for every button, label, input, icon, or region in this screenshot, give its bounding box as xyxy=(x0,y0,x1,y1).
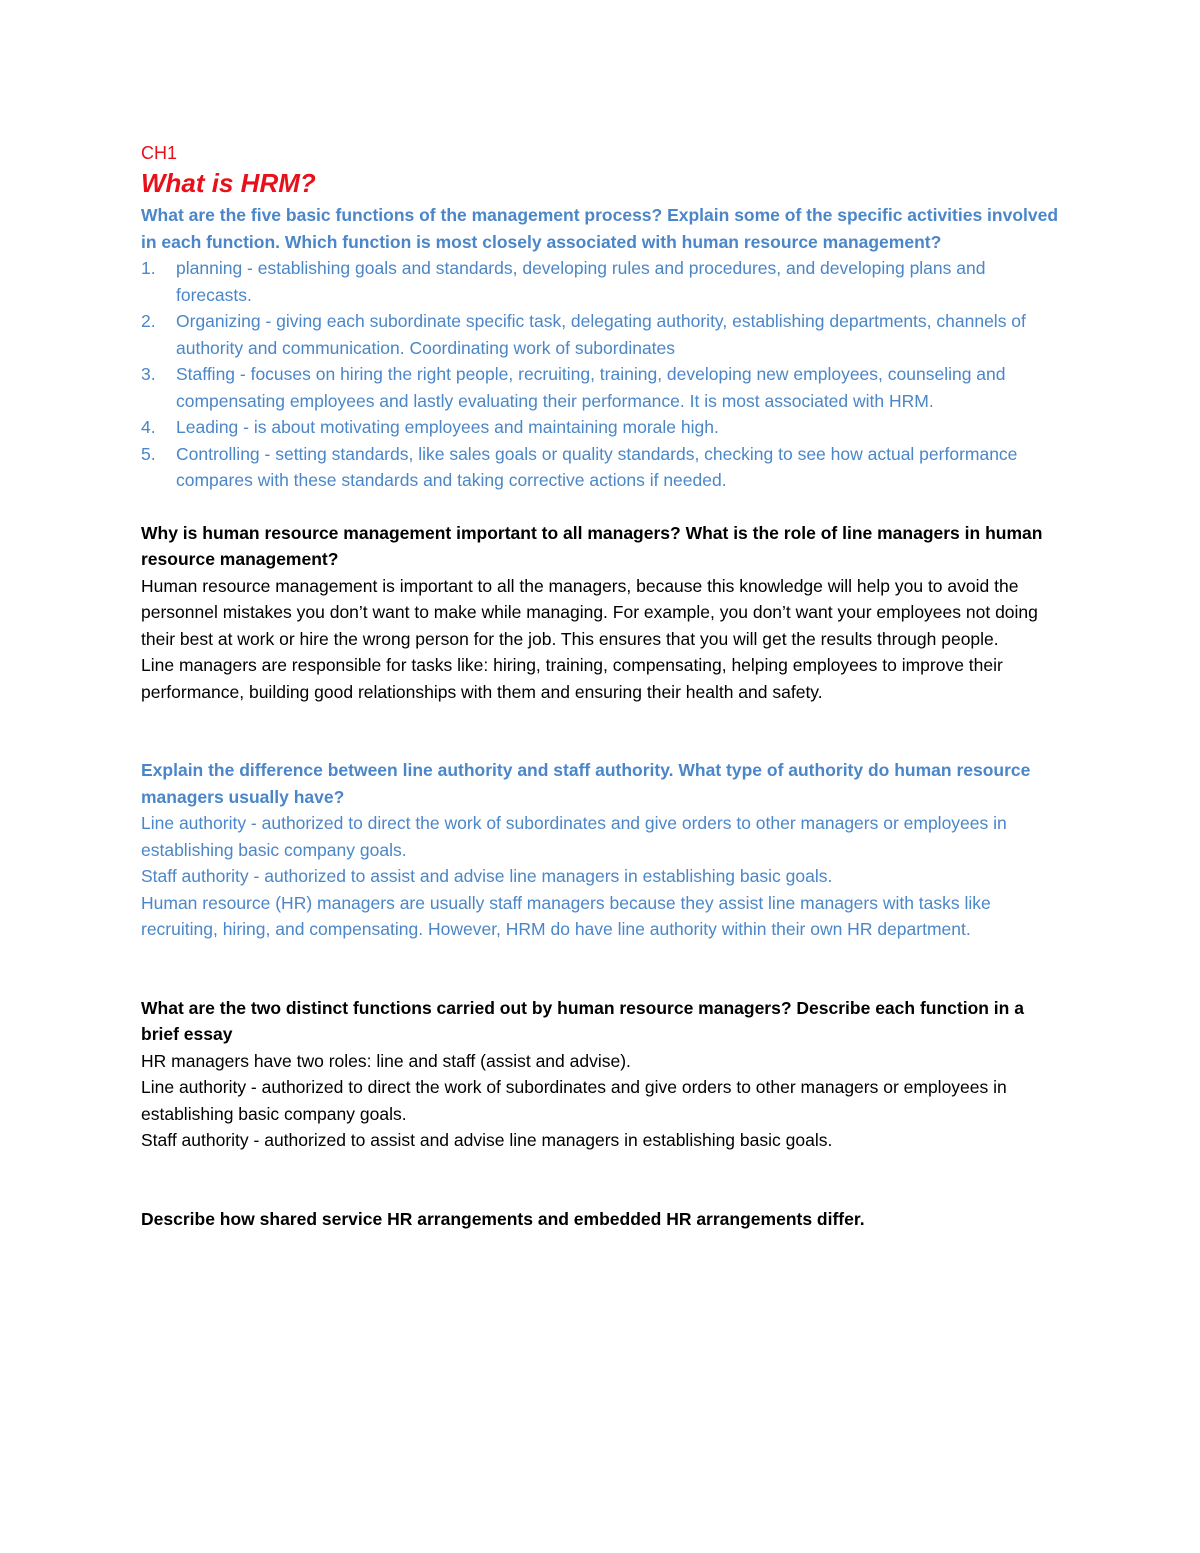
answer-4-paragraph-1: HR managers have two roles: line and staff (assist and advise). xyxy=(141,1050,631,1071)
question-2: Why is human resource management important to all managers? What is the role of line managers in human resource management? xyxy=(141,522,1043,569)
page-title: What is HRM? xyxy=(141,168,316,198)
document-page xyxy=(141,140,1061,1232)
list-item: 5. Controlling - setting standards, like sales goals or quality standards, checking to see how actual performance compares with these standards and taking corrective actions if needed. xyxy=(141,443,1018,490)
answer-2-paragraph-2: Line managers are responsible for tasks like: hiring, training, compensating, helping employees to improve their performance, building good relationships with them and ensuring their health and safety. xyxy=(141,655,1003,702)
question-4: What are the two distinct functions carried out by human resource managers? Describe each function in a brief essay xyxy=(141,997,1024,1044)
answer-3-paragraph-1: Line authority - authorized to direct the work of subordinates and give orders to other managers or employees in establishing basic company goals. xyxy=(141,813,1007,860)
list-item: 2. Organizing - giving each subordinate specific task, delegating authority, establishing departments, channels of authority and communication. Coordinating work of subordinates xyxy=(141,311,1026,358)
list-item: 3. Staffing - focuses on hiring the right people, recruiting, training, developing new employees, counseling and compensating employees and lastly evaluating their performance. It is most associated with HRM. xyxy=(141,364,1006,411)
question-3: Explain the difference between line authority and staff authority. What type of authority do human resource managers usually have? xyxy=(141,760,1031,807)
answer-3-paragraph-2: Staff authority - authorized to assist and advise line managers in establishing basic goals. xyxy=(141,866,833,886)
chapter-label: CH1 xyxy=(141,143,178,163)
question-5: Describe how shared service HR arrangements and embedded HR arrangements differ. xyxy=(141,1208,865,1229)
answer-3-paragraph-3: Human resource (HR) managers are usually staff managers because they assist line managers with tasks like recruiting, hiring, and compensating. However, HRM do have line authority within their own HR department. xyxy=(141,892,991,939)
answer-4-paragraph-2: Line authority - authorized to direct the work of subordinates and give orders to other managers or employees in establishing basic company goals. xyxy=(141,1077,1007,1124)
list-item: 4. Leading - is about motivating employees and maintaining morale high. xyxy=(141,417,719,437)
management-functions-list xyxy=(141,255,1061,494)
list-item: 1. planning - establishing goals and standards, developing rules and procedures, and developing plans and forecasts. xyxy=(141,258,986,305)
answer-4-paragraph-3: Staff authority - authorized to assist and advise line managers in establishing basic goals. xyxy=(141,1130,833,1150)
question-1: What are the five basic functions of the management process? Explain some of the specific activities involved in each function. Which function is most closely associated with human resource management? xyxy=(141,205,1059,252)
answer-2-paragraph-1: Human resource management is important to all the managers, because this knowledge will help you to avoid the personnel mistakes you don’t want to make while managing. For example, you don’t want your employees not doing their best at work or hire the wrong person for the job. This ensures that you will get the results through people. xyxy=(141,575,1038,649)
